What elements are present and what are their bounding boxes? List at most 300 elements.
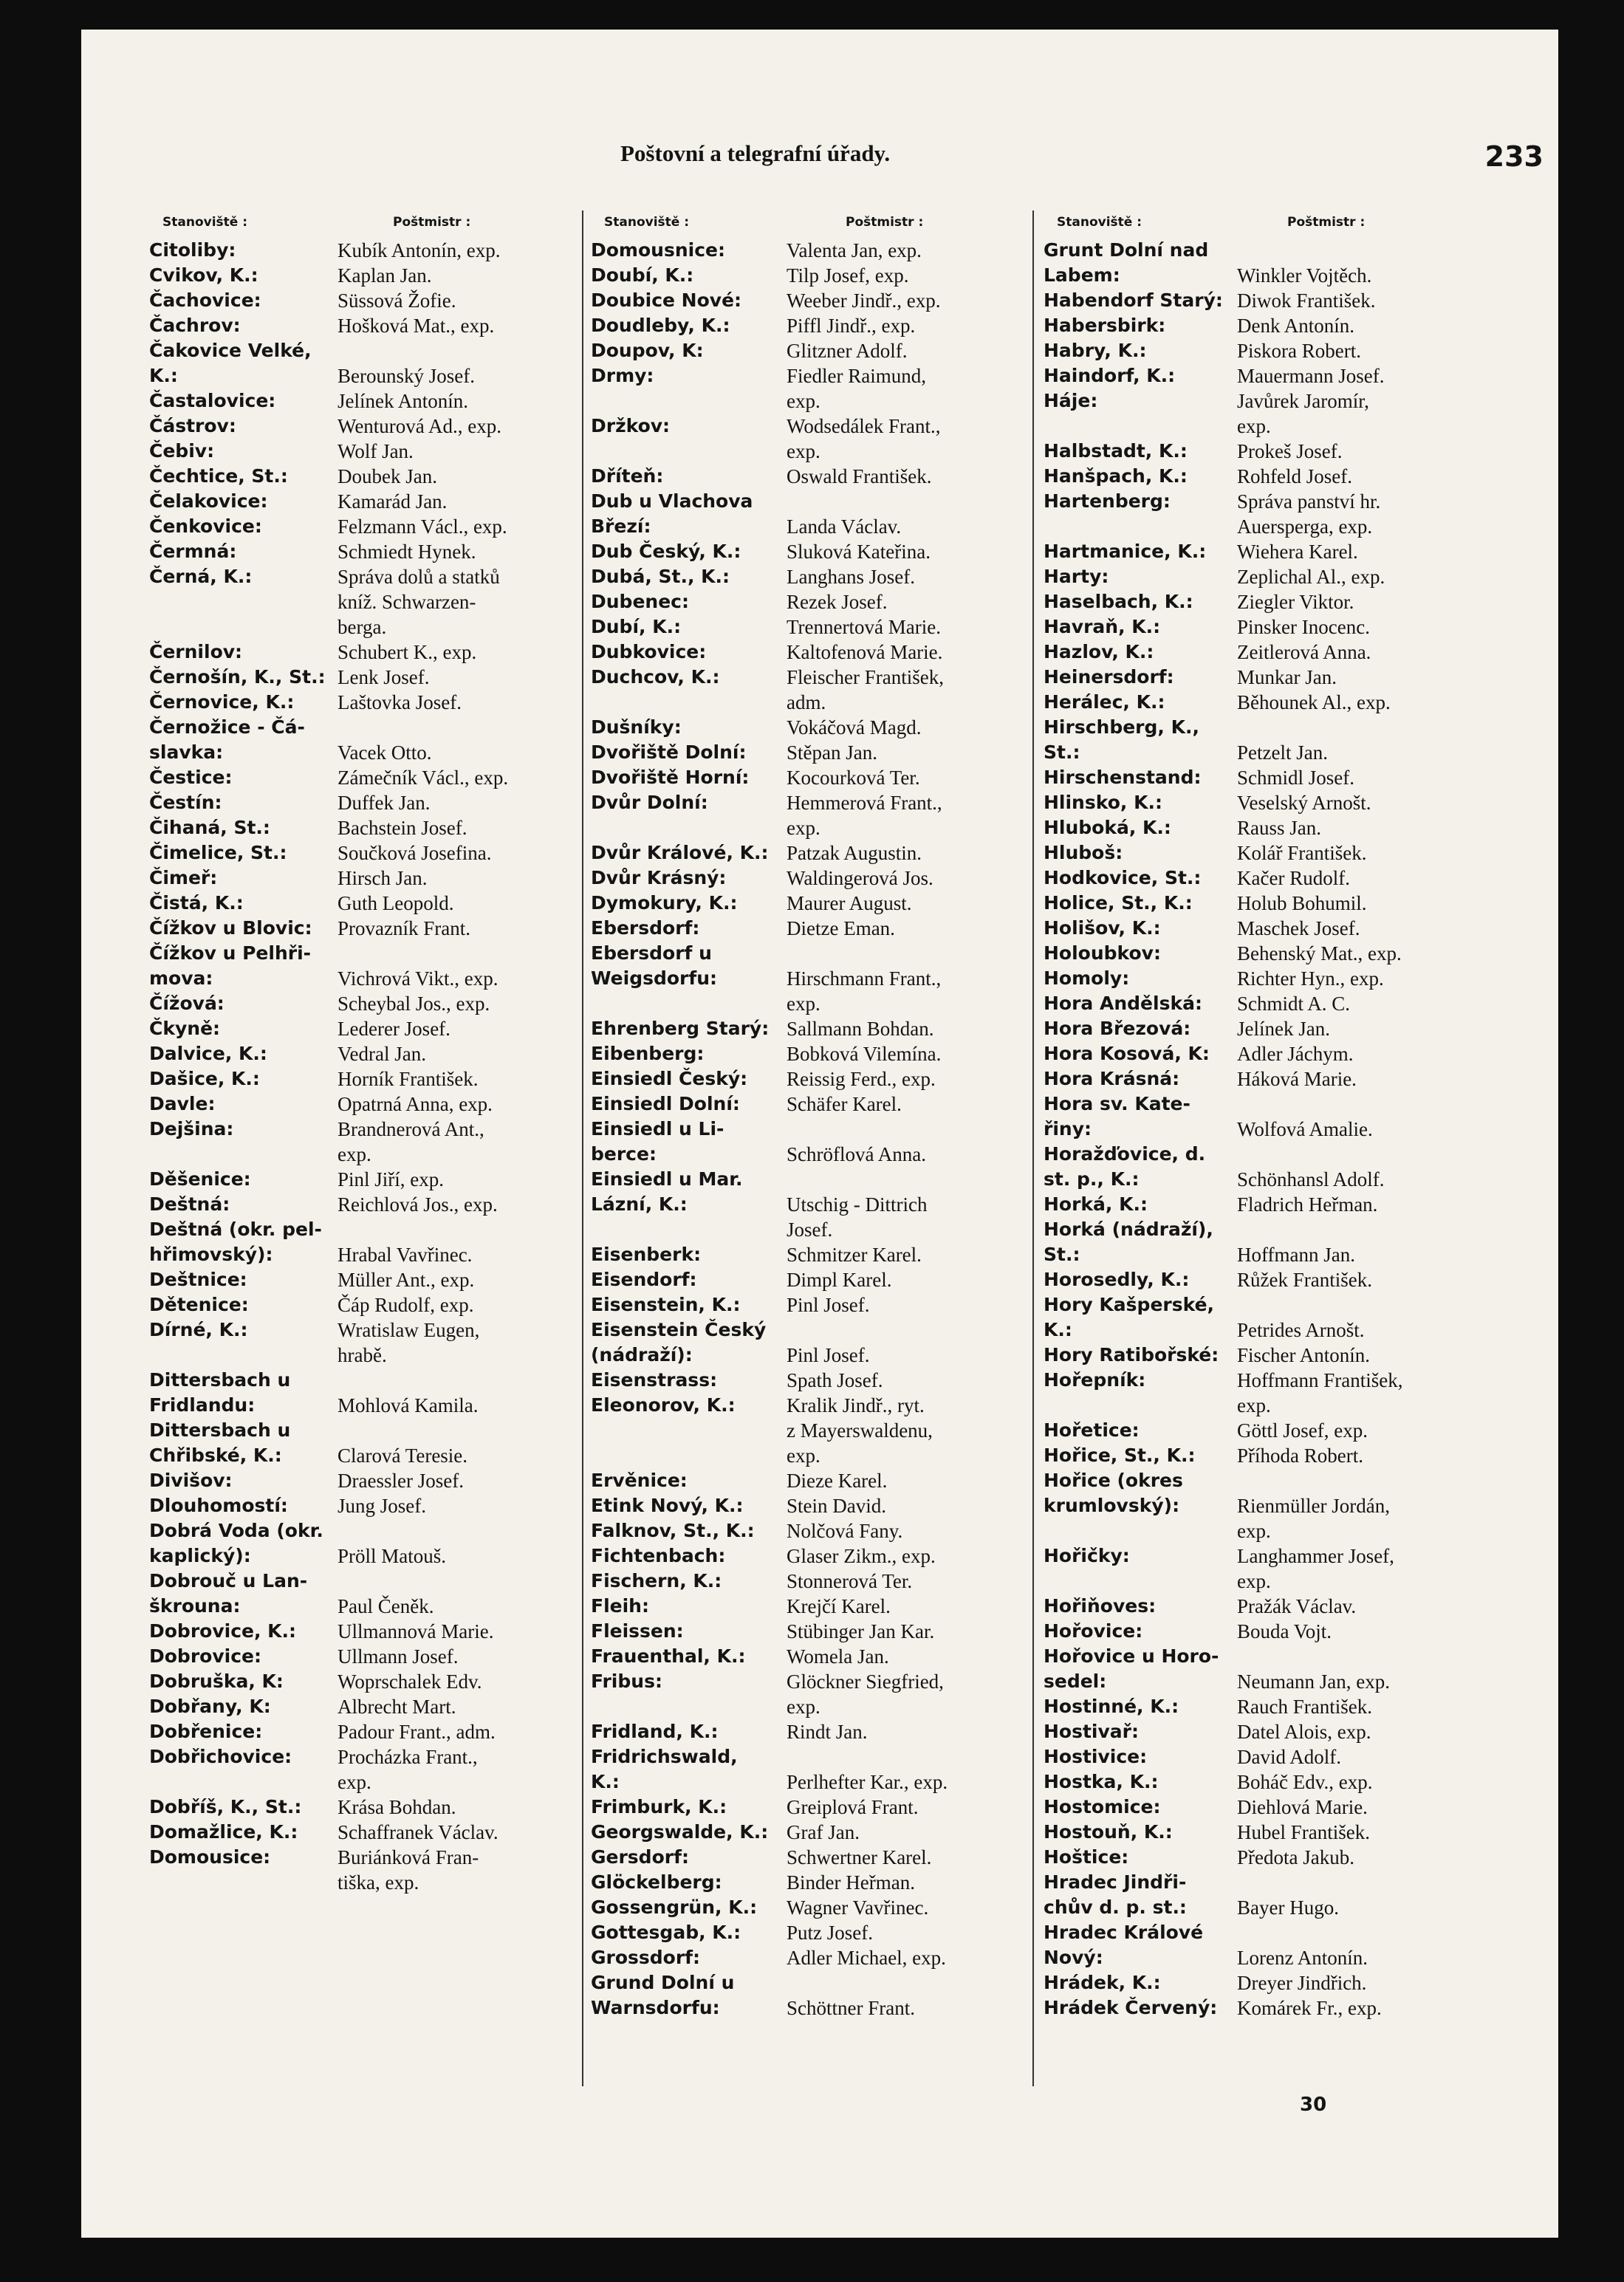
postmaster-name: Ullmannová Marie. <box>338 1620 494 1642</box>
postmaster-name: Glaser Zikm., exp. <box>787 1545 936 1567</box>
place-name: Frimburk, K.: <box>591 1796 727 1817</box>
postmaster-name: Maurer August. <box>787 892 912 914</box>
page-title: Poštovní a telegrafní úřady. <box>620 140 891 166</box>
signature-mark: 30 <box>1300 2094 1327 2116</box>
postmaster-name: Stonnerová Ter. <box>787 1570 913 1592</box>
place-name: Dvořiště Dolní: <box>591 741 747 763</box>
place-name: Částrov: <box>149 415 236 436</box>
column-divider <box>582 210 583 2086</box>
directory-entry <box>1044 1594 1510 1619</box>
place-name: Dobřenice: <box>149 1721 263 1742</box>
directory-entry <box>591 1820 1017 1845</box>
place-name: Hrádek, K.: <box>1044 1972 1161 1993</box>
column-header <box>1044 205 1510 238</box>
postmaster-name: Schöttner Frant. <box>787 1997 915 2019</box>
directory-entry <box>1044 1267 1510 1292</box>
postmaster-name: Schmidl Josef. <box>1237 767 1354 789</box>
directory-entry <box>591 840 1017 866</box>
postmaster-name: Valenta Jan, exp. <box>787 239 922 261</box>
postmaster-name: Správa dolů a statků kníž. Schwarzen- berga. <box>338 566 500 638</box>
place-header: Stanoviště : <box>604 215 690 230</box>
directory-entry <box>591 941 1017 1016</box>
postmaster-name: Rindt Jan. <box>787 1721 868 1743</box>
directory-entry <box>149 1669 579 1694</box>
postmaster-name: Perlhefter Kar., exp. <box>787 1771 948 1793</box>
directory-entry <box>591 1368 1017 1393</box>
directory-entry <box>149 338 579 388</box>
postmaster-name: Veselský Arnošt. <box>1237 792 1371 814</box>
place-name: Fridrichswald, K.: <box>591 1746 738 1792</box>
postmaster-name: Hirschmann Frant., exp. <box>787 967 942 1015</box>
postmaster-name: Kaltofenová Marie. <box>787 641 943 663</box>
directory-entry <box>591 1719 1017 1744</box>
place-name: Doubí, K.: <box>591 264 694 286</box>
place-name: Hradec Jindři- chův d. p. st.: <box>1044 1871 1187 1918</box>
directory-entry <box>1044 439 1510 464</box>
postmaster-name: Stübinger Jan Kar. <box>787 1620 935 1642</box>
postmaster-name: Langhammer Josef, exp. <box>1237 1545 1394 1592</box>
postmaster-name: Prokeš Josef. <box>1237 440 1343 462</box>
directory-entry <box>591 1393 1017 1468</box>
directory-entry <box>1044 1719 1510 1744</box>
place-name: Ehrenberg Starý: <box>591 1018 770 1039</box>
directory-entry <box>1044 1418 1510 1443</box>
directory-entry <box>149 1719 579 1744</box>
directory-entry <box>1044 614 1510 640</box>
directory-column <box>1044 205 1510 2021</box>
place-name: Falknov, St., K.: <box>591 1520 755 1541</box>
place-name: Hořetice: <box>1044 1419 1140 1441</box>
place-name: Hořice (okres krumlovský): <box>1044 1470 1183 1516</box>
postmaster-name: Bobková Vilemína. <box>787 1043 942 1065</box>
directory-entry <box>149 1644 579 1669</box>
postmaster-name: Schäfer Karel. <box>787 1093 902 1115</box>
postmaster-name: Richter Hyn., exp. <box>1237 967 1384 990</box>
directory-entry <box>591 338 1017 363</box>
postmaster-name: Scheybal Jos., exp. <box>338 993 490 1015</box>
place-name: Čížkov u Blovic: <box>149 917 312 939</box>
place-name: Homoly: <box>1044 967 1130 989</box>
directory-entry <box>1044 1066 1510 1092</box>
place-name: Fischern, K.: <box>591 1570 722 1591</box>
place-name: Čimeř: <box>149 867 218 888</box>
directory-entry <box>149 815 579 840</box>
postmaster-name: Wolf Jan. <box>338 440 414 462</box>
directory-entry <box>149 1468 579 1493</box>
place-name: Hodkovice, St.: <box>1044 867 1202 888</box>
postmaster-name: Tilp Josef, exp. <box>787 264 909 287</box>
place-name: Hostivice: <box>1044 1746 1148 1767</box>
postmaster-name: Graf Jan. <box>787 1821 860 1843</box>
postmaster-name: Landa Václav. <box>787 515 902 538</box>
place-name: Fleih: <box>591 1595 649 1617</box>
directory-entry <box>591 1117 1017 1167</box>
postmaster-name: Ziegler Viktor. <box>1237 591 1354 613</box>
place-name: Čestín: <box>149 792 222 813</box>
column-header <box>591 205 1017 238</box>
place-name: Hartmanice, K.: <box>1044 541 1207 562</box>
place-name: Gersdorf: <box>591 1846 689 1868</box>
postmaster-name: Mauermann Josef. <box>1237 365 1385 387</box>
directory-entry <box>591 464 1017 489</box>
postmaster-name: Vedral Jan. <box>338 1043 426 1065</box>
place-name: Eisenstrass: <box>591 1369 718 1391</box>
place-name: Horká (nádraží), St.: <box>1044 1219 1213 1265</box>
postmaster-name: Putz Josef. <box>787 1922 873 1944</box>
postmaster-name: Dreyer Jindřich. <box>1237 1972 1367 1994</box>
directory-entry <box>591 1167 1017 1242</box>
directory-entry <box>149 1493 579 1518</box>
postmaster-name: Felzmann Václ., exp. <box>338 515 507 538</box>
postmaster-name: Jelínek Antonín. <box>338 390 468 412</box>
postmaster-name: Krejčí Karel. <box>787 1595 891 1617</box>
postmaster-name: Kocourková Ter. <box>787 767 920 789</box>
place-name: Čermná: <box>149 541 237 562</box>
place-name: Grund Dolní u Warnsdorfu: <box>591 1972 735 2018</box>
place-name: Glöckelberg: <box>591 1871 722 1893</box>
place-name: Eisenstein, K.: <box>591 1294 741 1315</box>
postmaster-name: Boháč Edv., exp. <box>1237 1771 1373 1793</box>
place-name: Eisenstein Český (nádraží): <box>591 1319 767 1366</box>
place-name: Holoubkov: <box>1044 942 1161 964</box>
directory-entry <box>1044 1468 1510 1543</box>
postmaster-name: Mohlová Kamila. <box>338 1394 479 1416</box>
place-name: Fribus: <box>591 1671 662 1692</box>
directory-entry <box>1044 1920 1510 1970</box>
directory-entry <box>149 439 579 464</box>
postmaster-name: Sluková Kateřina. <box>787 541 931 563</box>
place-name: Doubice Nové: <box>591 289 742 311</box>
place-name: Čachrov: <box>149 315 241 336</box>
place-name: Hostivař: <box>1044 1721 1139 1742</box>
postmaster-name: Schwertner Karel. <box>787 1846 932 1868</box>
postmaster-name: Süssová Žofie. <box>338 289 456 312</box>
directory-entry <box>591 1920 1017 1945</box>
postmaster-name: Duffek Jan. <box>338 792 431 814</box>
postmaster-name: Spath Josef. <box>787 1369 883 1391</box>
place-name: Deštnice: <box>149 1269 247 1290</box>
place-name: Doupov, K: <box>591 340 704 361</box>
directory-entry <box>149 489 579 514</box>
postmaster-name: Pinl Josef. <box>787 1344 870 1366</box>
postmaster-name: Běhounek Al., exp. <box>1237 691 1391 713</box>
directory-entry <box>591 288 1017 313</box>
directory-entry <box>1044 1744 1510 1769</box>
postmaster-name: Dieze Karel. <box>787 1470 888 1492</box>
directory-entry <box>1044 1644 1510 1694</box>
directory-entry <box>1044 1092 1510 1142</box>
directory-entry <box>1044 640 1510 665</box>
postmaster-name: Wenturová Ad., exp. <box>338 415 502 437</box>
place-name: Fridland, K.: <box>591 1721 719 1742</box>
place-name: Hazlov, K.: <box>1044 641 1154 662</box>
postmaster-name: Diwok František. <box>1237 289 1376 312</box>
postmaster-name: Laštovka Josef. <box>338 691 462 713</box>
place-name: Dvůr Krásný: <box>591 867 727 888</box>
postmaster-name: Ullmann Josef. <box>338 1645 459 1668</box>
directory-entry <box>1044 1694 1510 1719</box>
directory-entry <box>149 1569 579 1619</box>
postmaster-name: Sallmann Bohdan. <box>787 1018 934 1040</box>
place-name: Harty: <box>1044 566 1109 587</box>
place-name: Einsiedl Český: <box>591 1068 748 1089</box>
place-name: Dobrovice, K.: <box>149 1620 297 1642</box>
directory-entry <box>149 1518 579 1569</box>
postmaster-name: Hubel František. <box>1237 1821 1370 1843</box>
directory-entry <box>149 765 579 790</box>
postmaster-name: Správa panství hr. Auersperga, exp. <box>1237 490 1381 538</box>
postmaster-name: Bayer Hugo. <box>1237 1896 1339 1919</box>
place-name: Hlinsko, K.: <box>1044 792 1162 813</box>
directory-entry <box>149 866 579 891</box>
place-name: Dlouhomostí: <box>149 1495 288 1516</box>
place-name: Ervěnice: <box>591 1470 688 1491</box>
postmaster-name: Munkar Jan. <box>1237 666 1337 688</box>
place-name: Čkyně: <box>149 1018 221 1039</box>
directory-entry <box>591 1870 1017 1895</box>
directory-entry <box>591 740 1017 765</box>
directory-entry <box>1044 1870 1510 1920</box>
place-name: Držkov: <box>591 415 671 436</box>
place-name: Frauenthal, K.: <box>591 1645 746 1667</box>
place-name: Hirschberg, K., St.: <box>1044 716 1199 763</box>
directory-entry <box>1044 1769 1510 1795</box>
postmaster-name: Hrabal Vavřinec. <box>338 1244 473 1266</box>
directory-entry <box>149 388 579 414</box>
directory-entry <box>149 1318 579 1368</box>
place-name: Habersbirk: <box>1044 315 1166 336</box>
place-name: Hradec Králové Nový: <box>1044 1922 1204 1968</box>
directory-entry <box>591 765 1017 790</box>
place-name: Domousice: <box>149 1846 271 1868</box>
postmaster-name: Kaplan Jan. <box>338 264 432 287</box>
place-name: Ebersdorf: <box>591 917 700 939</box>
directory-entry <box>149 288 579 313</box>
place-name: Hora Kosová, K: <box>1044 1043 1210 1064</box>
place-name: Hořiňoves: <box>1044 1595 1157 1617</box>
place-name: Hora Andělská: <box>1044 993 1202 1014</box>
place-name: Georgswalde, K.: <box>591 1821 769 1843</box>
postmaster-name: Paul Čeněk. <box>338 1595 434 1617</box>
place-name: Černilov: <box>149 641 243 662</box>
directory-entry <box>1044 1041 1510 1066</box>
place-name: Dříteň: <box>591 465 664 487</box>
postmaster-name: Háková Marie. <box>1237 1068 1357 1090</box>
directory-entry <box>149 640 579 665</box>
place-name: Cvikov, K.: <box>149 264 258 286</box>
postmaster-name: Kralik Jindř., ryt. z Mayerswaldenu, exp. <box>787 1394 933 1467</box>
postmaster-name: Čáp Rudolf, exp. <box>338 1294 474 1316</box>
directory-entry <box>1044 464 1510 489</box>
postmaster-name: Utschig - Dittrich Josef. <box>787 1193 928 1241</box>
directory-entry <box>591 313 1017 338</box>
place-name: Heinersdorf: <box>1044 666 1174 688</box>
place-name: Dejšina: <box>149 1118 234 1140</box>
postmaster-name: Kolář František. <box>1237 842 1367 864</box>
postmaster-name: Wolfová Amalie. <box>1237 1118 1373 1140</box>
place-name: Čenkovice: <box>149 515 262 537</box>
place-name: Horosedly, K.: <box>1044 1269 1190 1290</box>
directory-entry <box>591 539 1017 564</box>
place-name: Habendorf Starý: <box>1044 289 1223 311</box>
postmaster-header: Poštmistr : <box>1287 215 1366 230</box>
place-name: Fichtenbach: <box>591 1545 726 1566</box>
place-name: Dvůr Dolní: <box>591 792 708 813</box>
place-name: Divišov: <box>149 1470 233 1491</box>
directory-entry <box>1044 690 1510 715</box>
directory-entry <box>591 1092 1017 1117</box>
postmaster-name: Schaffranek Václav. <box>338 1821 498 1843</box>
place-name: Háje: <box>1044 390 1098 411</box>
place-name: Dubí, K.: <box>591 616 682 637</box>
directory-entry <box>1044 363 1510 388</box>
directory-entry <box>149 941 579 991</box>
postmaster-name: Wodsedálek Frant., exp. <box>787 415 941 462</box>
postmaster-name: Schmitzer Karel. <box>787 1244 922 1266</box>
postmaster-name: Trennertová Marie. <box>787 616 941 638</box>
place-name: Einsiedl u Li- berce: <box>591 1118 724 1165</box>
directory-entry <box>1044 1995 1510 2021</box>
postmaster-name: Waldingerová Jos. <box>787 867 933 889</box>
directory-entry <box>591 640 1017 665</box>
place-name: Holice, St., K.: <box>1044 892 1193 914</box>
postmaster-name: Padour Frant., adm. <box>338 1721 496 1743</box>
place-name: Hrádek Červený: <box>1044 1997 1218 2018</box>
place-name: Hora Krásná: <box>1044 1068 1180 1089</box>
directory-entry <box>1044 238 1510 288</box>
directory-entry <box>149 790 579 815</box>
place-name: Holišov, K.: <box>1044 917 1161 939</box>
directory-entry <box>591 665 1017 715</box>
postmaster-name: Komárek Fr., exp. <box>1237 1997 1382 2019</box>
directory-entry <box>591 1845 1017 1870</box>
postmaster-name: Bachstein Josef. <box>338 817 467 839</box>
postmaster-name: Doubek Jan. <box>338 465 437 487</box>
page-number: 233 <box>1484 140 1544 173</box>
directory-entry <box>591 564 1017 589</box>
directory-entry <box>149 1845 579 1895</box>
place-name: Dubá, St., K.: <box>591 566 730 587</box>
place-name: Dvořiště Horní: <box>591 767 750 788</box>
postmaster-name: Weeber Jindř., exp. <box>787 289 941 312</box>
column-divider <box>1032 210 1034 2086</box>
place-name: Domousnice: <box>591 239 725 261</box>
directory-entry <box>591 1242 1017 1267</box>
directory-entry <box>1044 489 1510 539</box>
directory-entry <box>591 1644 1017 1669</box>
postmaster-name: Rauss Jan. <box>1237 817 1321 839</box>
directory-entry <box>1044 1820 1510 1845</box>
postmaster-name: Zeplichal Al., exp. <box>1237 566 1385 588</box>
place-name: Hory Ratibořské: <box>1044 1344 1219 1366</box>
place-name: Hartenberg: <box>1044 490 1171 512</box>
directory-entry <box>591 790 1017 840</box>
postmaster-name: Fischer Antonín. <box>1237 1344 1370 1366</box>
directory-entry <box>591 489 1017 539</box>
directory-entry <box>149 840 579 866</box>
place-name: Deštná (okr. pel- hřimovský): <box>149 1219 322 1265</box>
directory-entry <box>1044 1443 1510 1468</box>
postmaster-name: Greiplová Frant. <box>787 1796 919 1818</box>
postmaster-name: Reissig Ferd., exp. <box>787 1068 936 1090</box>
directory-entry <box>149 464 579 489</box>
directory-column <box>591 205 1017 2021</box>
postmaster-name: Schönhansl Adolf. <box>1237 1168 1385 1190</box>
postmaster-name: Procházka Frant., exp. <box>338 1746 478 1793</box>
place-name: Častalovice: <box>149 390 276 411</box>
postmaster-name: Hoffmann František, exp. <box>1237 1369 1403 1416</box>
directory-entry <box>591 1594 1017 1619</box>
place-name: Eisendorf: <box>591 1269 697 1290</box>
postmaster-name: Jung Josef. <box>338 1495 426 1517</box>
postmaster-name: Müller Ant., exp. <box>338 1269 475 1291</box>
place-name: Etink Nový, K.: <box>591 1495 744 1516</box>
place-name: Davle: <box>149 1093 216 1114</box>
place-name: Hirschenstand: <box>1044 767 1202 788</box>
directory-entry <box>1044 539 1510 564</box>
directory-entry <box>149 1117 579 1167</box>
directory-entry <box>1044 313 1510 338</box>
place-name: Dobrouč u Lan- škrouna: <box>149 1570 308 1617</box>
place-name: Dobrá Voda (okr. kaplický): <box>149 1520 323 1566</box>
place-name: Habry, K.: <box>1044 340 1147 361</box>
postmaster-name: Glitzner Adolf. <box>787 340 908 362</box>
postmaster-name: Brandnerová Ant., exp. <box>338 1118 484 1165</box>
postmaster-header: Poštmistr : <box>846 215 924 230</box>
postmaster-name: Behenský Mat., exp. <box>1237 942 1402 964</box>
place-name: Čechtice, St.: <box>149 465 288 487</box>
postmaster-name: Piffl Jindř., exp. <box>787 315 916 337</box>
directory-entry <box>149 1795 579 1820</box>
postmaster-name: Woprschalek Edv. <box>338 1671 482 1693</box>
directory-entry <box>149 1267 579 1292</box>
postmaster-name: Růžek František. <box>1237 1269 1372 1291</box>
postmaster-name: Horník František. <box>338 1068 479 1090</box>
place-header: Stanoviště : <box>1057 215 1142 230</box>
directory-entry <box>1044 589 1510 614</box>
directory-entry <box>149 1016 579 1041</box>
directory-entry <box>1044 1970 1510 1995</box>
postmaster-name: Dimpl Karel. <box>787 1269 892 1291</box>
place-name: Halbstadt, K.: <box>1044 440 1188 462</box>
place-name: Domažlice, K.: <box>149 1821 298 1843</box>
postmaster-name: Pinl Jiří, exp. <box>338 1168 445 1190</box>
postmaster-name: Oswald František. <box>787 465 932 487</box>
directory-entry <box>149 263 579 288</box>
place-name: Fleissen: <box>591 1620 684 1642</box>
postmaster-name: Vokáčová Magd. <box>787 716 922 739</box>
directory-entry <box>1044 1192 1510 1217</box>
postmaster-name: Datel Alois, exp. <box>1237 1721 1371 1743</box>
directory-entry <box>149 1167 579 1192</box>
postmaster-name: Petzelt Jan. <box>1237 741 1328 764</box>
directory-entry <box>591 1970 1017 2021</box>
directory-entry <box>1044 966 1510 991</box>
postmaster-name: Binder Heřman. <box>787 1871 915 1894</box>
directory-entry <box>591 1619 1017 1644</box>
directory-entry <box>149 991 579 1016</box>
place-name: Černovice, K.: <box>149 691 295 713</box>
postmaster-name: Provazník Frant. <box>338 917 470 939</box>
place-header: Stanoviště : <box>162 215 248 230</box>
directory-entry <box>149 690 579 715</box>
place-name: Dub Český, K.: <box>591 541 741 562</box>
directory-entry <box>1044 1292 1510 1343</box>
postmaster-name: Wagner Vavřinec. <box>787 1896 929 1919</box>
postmaster-name: Opatrná Anna, exp. <box>338 1093 493 1115</box>
place-name: Hory Kašperské, K.: <box>1044 1294 1215 1340</box>
place-name: Dalvice, K.: <box>149 1043 267 1064</box>
